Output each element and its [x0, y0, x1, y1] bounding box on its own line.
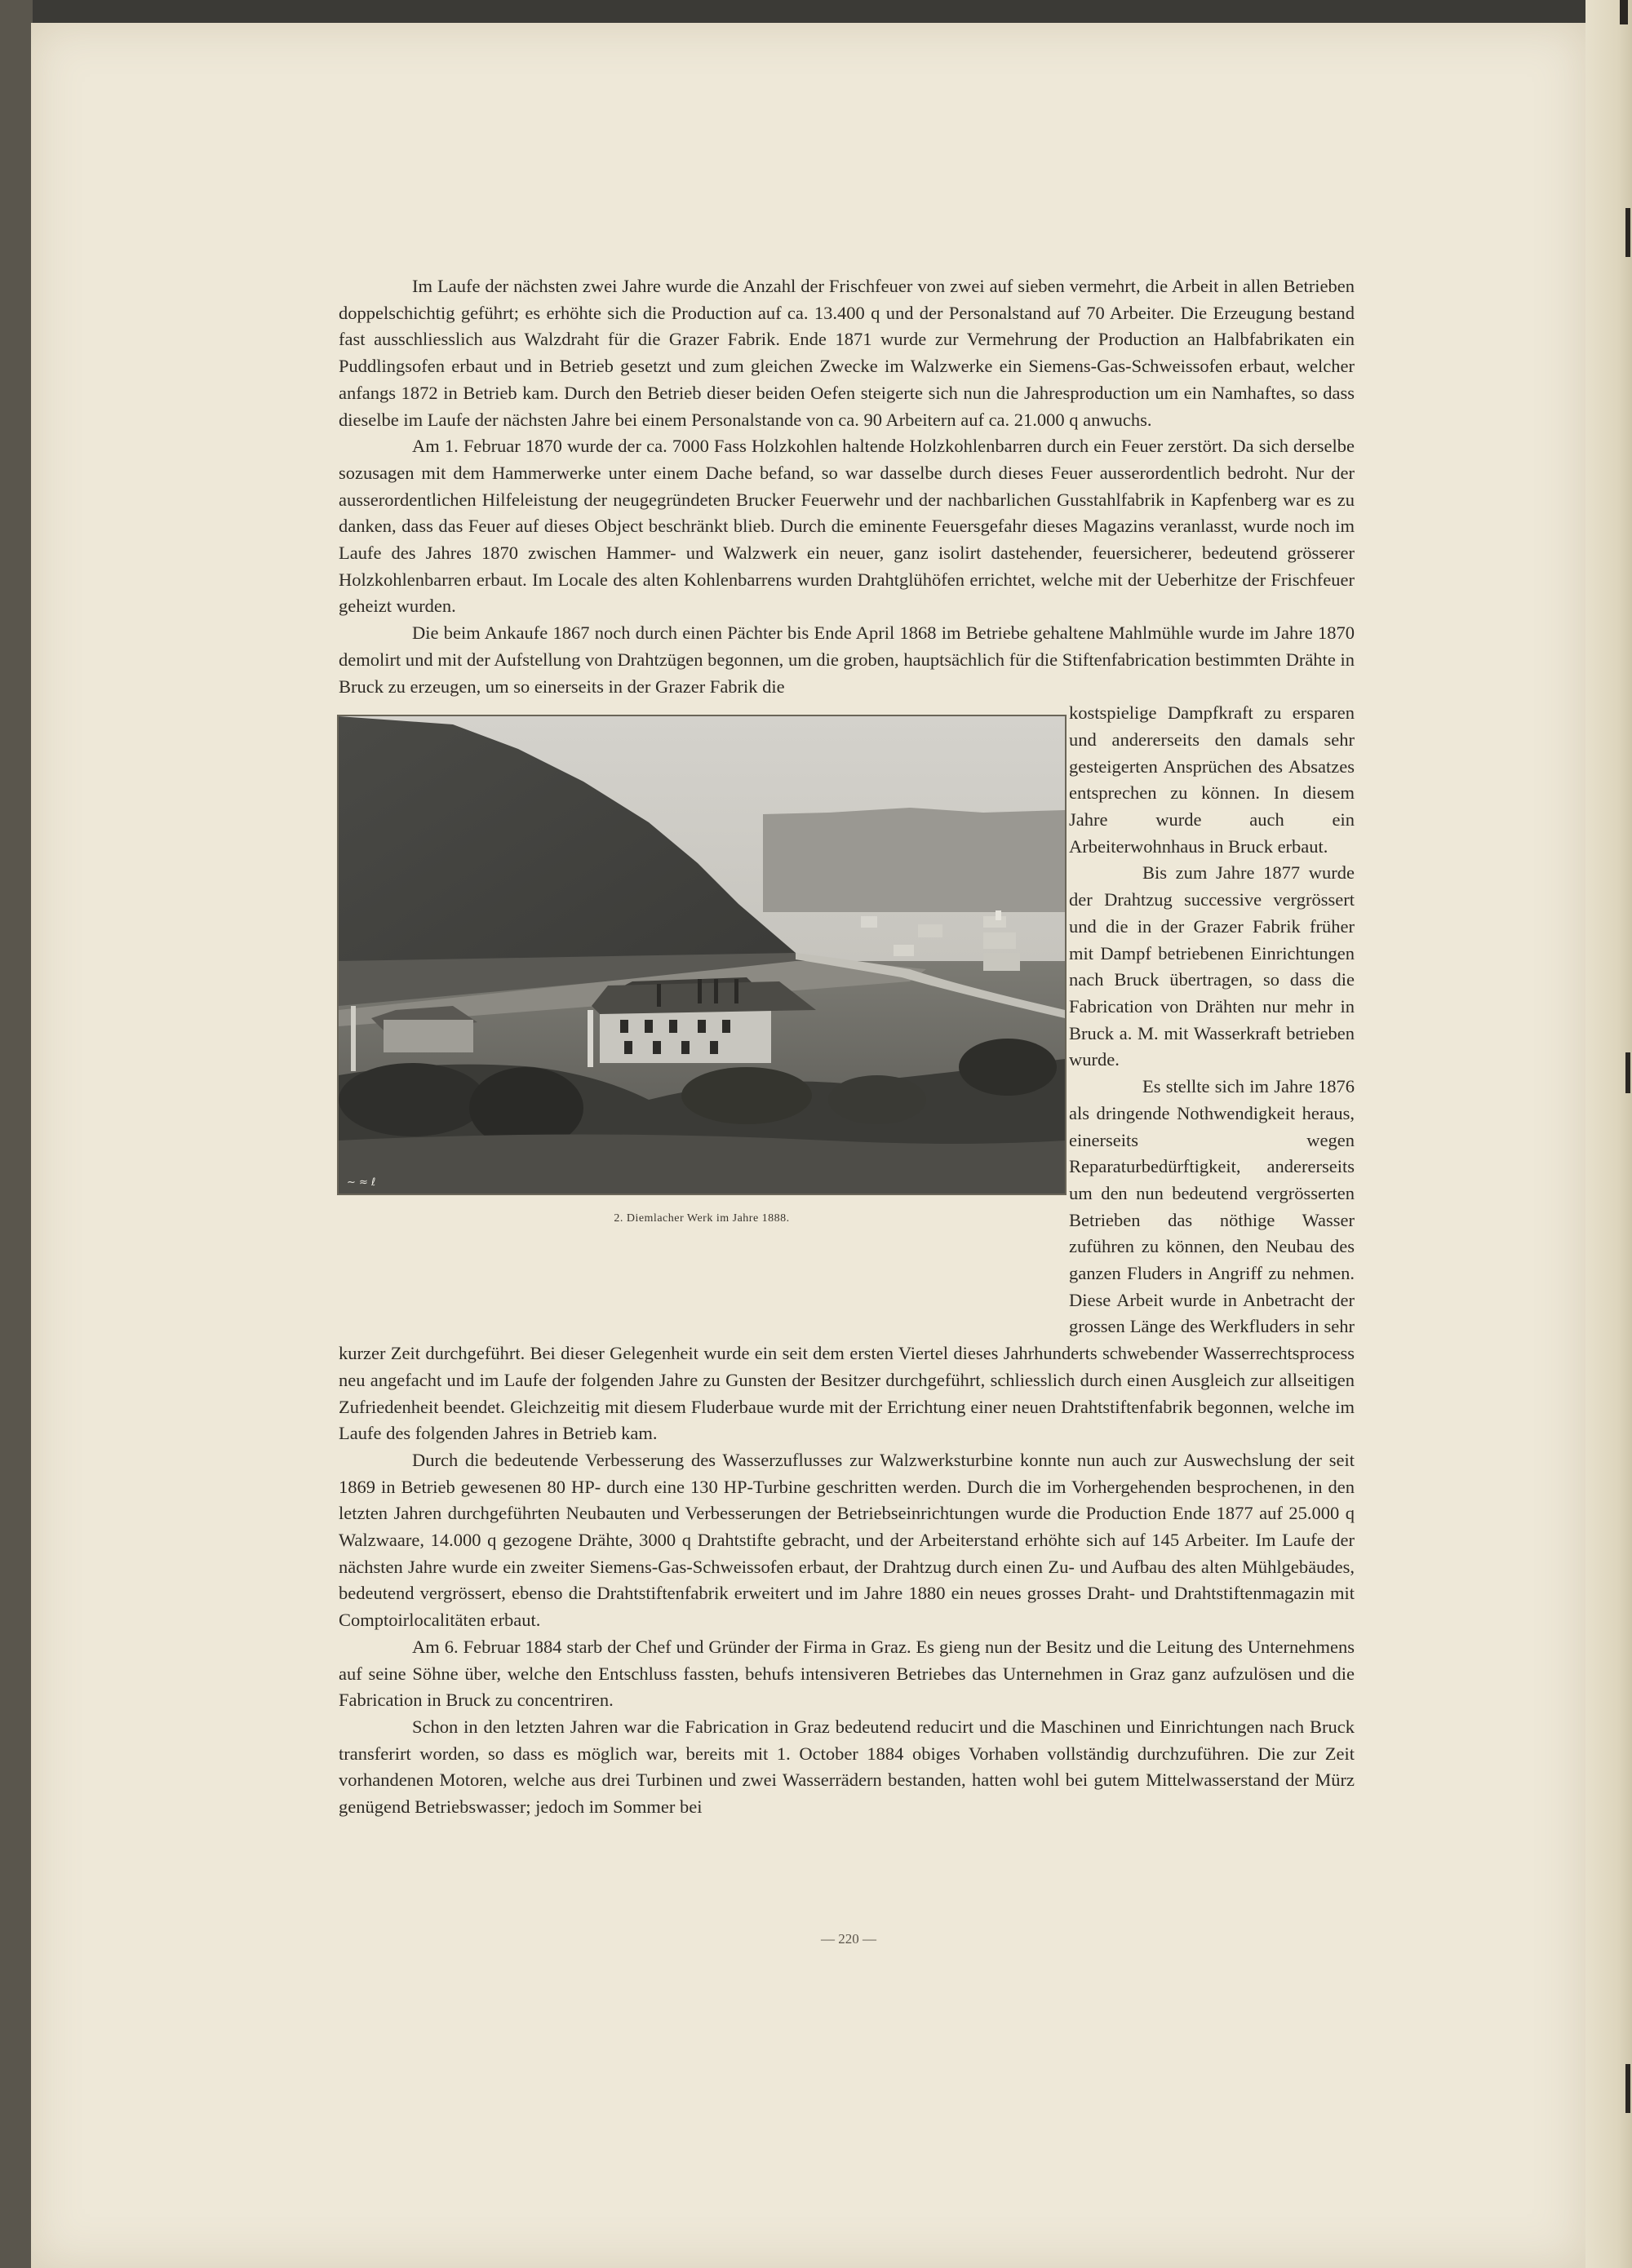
- paragraph-3-continuation: kostspielige Dampfkraft zu ersparen und andererseits den damals sehr gesteigerten Ansprüchen des Absatzes entsprechen zu können. In diesem Jahre wurde auch ein Arbeiterwohnhaus in Bruck erbaut.: [1069, 702, 1355, 857]
- page-edge-mark: [1620, 0, 1628, 24]
- main-text-column: [339, 273, 1355, 1821]
- plate-engraver-mark: ~ ≈ ℓ: [347, 1176, 376, 1189]
- page-edge-mark: [1625, 2064, 1630, 2113]
- paragraph-7: Am 6. Februar 1884 starb der Chef und Gründer der Firma in Graz. Es gieng nun der Besitz und die Leitung des Unternehmens auf seine Söhne über, welche den Entschluss fassten, behufs intensiveren Betriebes das Unternehmen in Graz ganz aufzulösen und die Fabrication in Bruck zu concentriren.: [339, 1636, 1355, 1711]
- paragraph-3: Die beim Ankaufe 1867 noch durch einen Pächter bis Ende April 1868 im Betriebe gehaltene Mahlmühle wurde im Jahre 1870 demolirt und mit der Aufstellung von Drahtzügen begonnen, um die groben, hauptsächlich für die Stiftenfabrication bestimmten Drähte in Bruck zu erzeugen, um so einerseits in der Grazer Fabrik die: [339, 622, 1355, 697]
- paragraph-5: Es stellte sich im Jahre 1876 als dringende Nothwendigkeit heraus, einerseits wegen Reparaturbedürftigkeit, andererseits um den nun bedeutend vergrösserten Betrieben das nöthige Wasser zuführen zu können, den Neubau des ganzen Fluders in Angriff zu nehmen. Diese Arbeit wurde in Anbetracht der grossen Länge des Werkfluders in sehr kurzer Zeit durchgeführt. Bei dieser Gelegenheit wurde ein seit dem ersten Viertel dieses Jahrhunderts schwebender Wasserrechtsprocess neu angefacht und im Laufe der folgenden Jahre zu Gunsten der Besitzer durchgeführt, schliesslich durch einen Ausgleich zur allseitigen Zufriedenheit beendet. Gleichzeitig mit diesem Fluderbaue wurde mit der Errichtung einer neuen Drahtstiftenfabrik begonnen, welche im Laufe des folgenden Jahres in Betrieb kam.: [339, 1076, 1355, 1444]
- paragraph-2: Am 1. Februar 1870 wurde der ca. 7000 Fass Holzkohlen haltende Holzkohlenbarren durch ein Feuer zerstört. Da sich derselbe sozusagen mit dem Hammerwerke unter einem Dache befand, so war dasselbe durch dieses Feuer ausserordentlich bedroht. Nur der ausserordentlichen Hilfeleistung der neugegründeten Brucker Feuerwehr und der nachbarlichen Gusstahlfabrik in Kapfenberg war es zu danken, dass das Feuer auf dieses Object beschränkt blieb. Durch die eminente Feuersgefahr dieses Magazins veranlasst, wurde noch im Laufe des Jahres 1870 zwischen Hammer- und Walzwerk ein neuer, ganz isolirt dastehender, feuersicherer, bedeutend grösserer Holzkohlenbarren erbaut. Im Locale des alten Kohlenbarrens wurden Drahtglühöfen errichtet, welche mit der Ueberhitze der Frischfeuer geheizt wurden.: [339, 436, 1355, 617]
- facing-page-edge: [1585, 0, 1632, 2268]
- figure-photo-diemlacher-werk: [337, 715, 1067, 1195]
- paragraph-4: Bis zum Jahre 1877 wurde der Drahtzug successive vergrössert und die in der Grazer Fabrik früher mit Dampf betriebenen Einrichtungen nach Bruck übertragen, so dass die Fabrication von Drähten nur mehr in Bruck a. M. mit Wasserkraft betrieben wurde.: [1069, 862, 1355, 1070]
- paragraph-1: Im Laufe der nächsten zwei Jahre wurde die Anzahl der Frischfeuer von zwei auf sieben vermehrt, die Arbeit in allen Betrieben doppelschichtig geführt; es erhöhte sich die Production auf ca. 13.400 q und der Personalstand auf 70 Arbeiter. Die Erzeugung bestand fast ausschliesslich aus Walzdraht für die Grazer Fabrik. Ende 1871 wurde zur Vermehrung der Production an Halbfabrikaten ein Puddlingsofen erbaut und in Betrieb gesetzt und zum gleichen Zwecke im Walzwerke ein Siemens-Gas-Schweissofen erbaut, welcher anfangs 1872 in Betrieb kam. Durch den Betrieb dieser beiden Oefen steigerte sich nun die Jahresproduction um ein Namhaftes, so dass dieselbe im Laufe der nächsten Jahre bei einem Personalstande von ca. 90 Arbeitern auf ca. 21.000 q anwuchs.: [339, 276, 1355, 430]
- paragraph-8: Schon in den letzten Jahren war die Fabrication in Graz bedeutend reducirt und die Maschinen und Einrichtungen nach Bruck transferirt worden, so dass es möglich war, bereits mit 1. October 1884 obiges Vorhaben vollständig durchzuführen. Die zur Zeit vorhandenen Motoren, welche aus drei Turbinen und zwei Wasserrädern bestanden, hatten wohl bei gutem Mittelwasserstand der Mürz genügend Betriebswasser; jedoch im Sommer bei: [339, 1716, 1355, 1818]
- paragraph-6: Durch die bedeutende Verbesserung des Wasserzuflusses zur Walzwerksturbine konnte nun auch zur Auswechslung der seit 1869 in Betrieb gewesenen 80 HP- durch eine 130 HP-Turbine geschritten werden. Durch die im Vorhergehenden besprochenen, in den letzten Jahren durchgeführten Neubauten und Verbesserungen der Betriebseinrichtungen wurde die Production Ende 1877 auf 25.000 q Walzwaare, 14.000 q gezogene Drähte, 3000 q Drahtstifte gebracht, und der Arbeiterstand erhöhte sich auf 145 Arbeiter. Im Laufe der nächsten Jahre wurde ein zweiter Siemens-Gas-Schweissofen erbaut, der Drahtzug durch einen Zu- und Aufbau des alten Mühlgebäudes, bedeutend vergrössert, ebenso die Drahtstiftenfabrik erweitert und im Jahre 1880 ein neues grosses Draht- und Drahtstiftenmagazin mit Comptoirlocalitäten erbaut.: [339, 1449, 1355, 1631]
- figure-caption: 2. Diemlacher Werk im Jahre 1888.: [614, 1212, 790, 1225]
- figure: [339, 700, 1069, 1324]
- page-edge-mark: [1625, 208, 1630, 257]
- scan-background-left: [0, 0, 33, 2268]
- page-edge-mark: [1625, 1052, 1630, 1093]
- page-number: — 220 —: [821, 1931, 876, 1947]
